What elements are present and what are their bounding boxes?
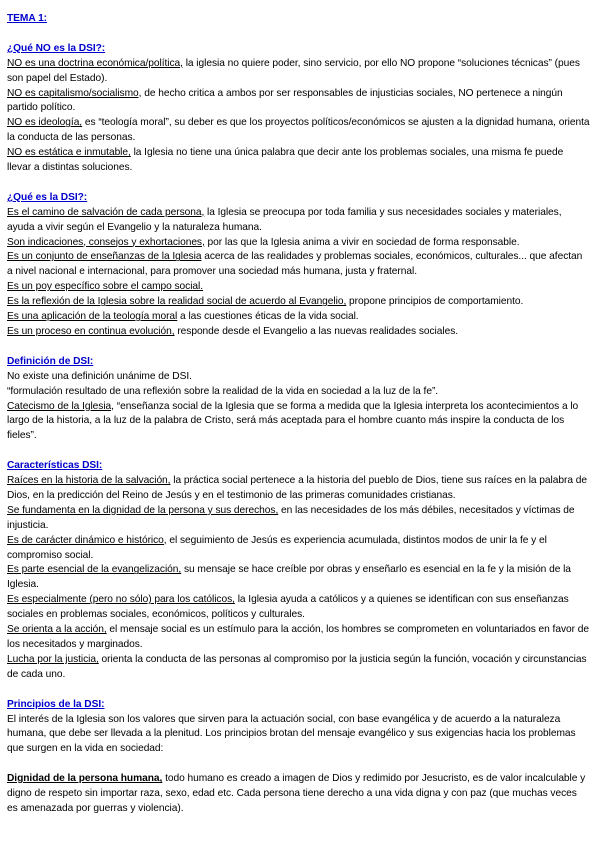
underlined-lead: Se fundamenta en la dignidad de la persona y sus derechos, xyxy=(7,504,279,516)
paragraph xyxy=(7,250,590,280)
underlined-lead: Es un proceso en continua evolución, xyxy=(7,326,175,337)
underlined-lead: Se orienta a la acción, xyxy=(7,624,107,636)
section-que-no-es xyxy=(7,42,590,176)
section-que-es xyxy=(7,191,590,340)
underlined-lead: Dignidad de la persona humana, xyxy=(7,773,163,785)
paragraph-text: la iglesia no quiere poder, sino servicio, por ello NO propone “soluciones técnicas” (pues son papel del Estado). xyxy=(7,57,580,84)
paragraph: El interés de la Iglesia son los valores que sirven para la actuación social, con base evangélica y de acuerdo a la naturaleza humana, que debe ser llevada a la plenitud. Los principios brotan del mensaje evangélico y sus exigencias hacia los problemas que surgen en la vida en sociedad: xyxy=(7,713,576,755)
page-title: TEMA 1: xyxy=(7,13,48,24)
underlined-lead: Raíces en la historia de la salvación, xyxy=(7,475,171,487)
underlined-lead: NO es capitalismo/socialismo, xyxy=(7,87,142,99)
section-definicion xyxy=(7,355,590,444)
paragraph-text: de hecho critica a ambos por ser responsables de injusticias sociales, NO pertenece a ningún partido político. xyxy=(7,87,563,114)
paragraph xyxy=(7,563,590,593)
spacer xyxy=(7,757,590,772)
paragraph xyxy=(7,280,590,295)
underlined-lead: Es de carácter dinámico e histórico, xyxy=(7,534,167,546)
paragraph-text: el seguimiento de Jesús es experiencia acumulada, distintos modos de unir la fe y el compromiso social. xyxy=(7,534,547,561)
paragraph-text: en las necesidades de los más débiles, necesitados y víctimas de injusticia. xyxy=(7,504,575,531)
paragraph-text: la Iglesia se preocupa por toda familia y sus necesidades sociales y materiales, ayuda a vivir según el Evangelio y la naturaleza humana. xyxy=(7,206,562,233)
underlined-lead: Lucha por la justicia, xyxy=(7,653,99,665)
paragraph-text: acerca de las realidades y problemas sociales, económicos, culturales... que afectan a nivel nacional e internacional, para promover una sociedad más humana, justa y fraternal. xyxy=(7,251,583,278)
paragraph xyxy=(7,116,590,146)
paragraph xyxy=(7,236,590,251)
underlined-lead: Es la reflexión de la Iglesia sobre la realidad social de acuerdo al Evangelio, xyxy=(7,296,347,308)
paragraph-text: la Iglesia no tiene una única palabra que decir ante los problemas sociales, una misma fe puede llevar a distintas soluciones. xyxy=(7,147,564,174)
section-heading-caracteristicas: Características DSI: xyxy=(7,460,103,472)
section-heading-que-no-es: ¿Qué NO es la DSI?: xyxy=(7,42,106,54)
paragraph-text: su mensaje se hace creíble por obras y enseñarlo es esencial en la fe y la misión de la Iglesia. xyxy=(7,564,571,591)
paragraph xyxy=(7,310,590,325)
paragraph xyxy=(7,653,590,683)
paragraph-text: “enseñanza social de la Iglesia que se forma a medida que la Iglesia interpreta los acontecimientos a lo largo de la historia, a la luz de la palabra de Cristo, será más aceptada para el hombre cuanto más inspire la conducta de los fieles”. xyxy=(7,400,579,442)
paragraph: “formulación resultado de una reflexión sobre la realidad de la vida en sociedad a la luz de la fe”. xyxy=(7,385,439,397)
underlined-lead: Es especialmente (pero no sólo) para los católicos, xyxy=(7,594,235,606)
paragraph-text: la Iglesia ayuda a católicos y a quienes se identifican con sus enseñanzas sociales en problemas sociales, económicos, políticos y culturales. xyxy=(7,594,569,621)
section-heading-principios: Principios de la DSI: xyxy=(7,698,105,710)
paragraph-text: todo humano es creado a imagen de Dios y redimido por Jesucristo, es de valor incalculable y digno de respeto sin importar raza, sexo, edad etc. Cada persona tiene derecho a una vida digna y con paz (que muchas veces es amenazada por guerras y violencia). xyxy=(7,773,586,814)
paragraph xyxy=(7,772,590,817)
paragraph: No existe una definición unánime de DSI. xyxy=(7,370,192,382)
underlined-lead: NO es ideología, xyxy=(7,117,83,129)
section-heading-que-es: ¿Qué es la DSI?: xyxy=(7,191,88,203)
paragraph-text: es “teología moral”, su deber es que los proyectos políticos/económicos se ajusten a la dignidad humana, orienta la conducta de las personas. xyxy=(7,117,590,144)
paragraph-text: responde desde el Evangelio a las nuevas realidades sociales. xyxy=(174,326,459,337)
underlined-lead: NO es una doctrina económica/política, xyxy=(7,57,183,69)
paragraph xyxy=(7,295,590,310)
paragraph xyxy=(7,534,590,564)
section-principios xyxy=(7,698,590,817)
paragraph xyxy=(7,400,590,445)
paragraph xyxy=(7,325,590,340)
paragraph-text: el mensaje social es un estímulo para la acción, los hombres se comprometen en voluntariados en favor de los necesitados y marginados. xyxy=(7,624,589,650)
underlined-lead: Es un poy específico sobre el campo social. xyxy=(7,281,204,293)
paragraph-text: a las cuestiones éticas de la vida social. xyxy=(177,311,359,323)
section-heading-definicion: Definición de DSI: xyxy=(7,355,94,367)
underlined-lead: Son indicaciones, consejos y exhortaciones, xyxy=(7,236,205,248)
paragraph xyxy=(7,87,590,117)
paragraph xyxy=(7,593,590,623)
paragraph xyxy=(7,146,590,176)
underlined-lead: NO es estática e inmutable, xyxy=(7,147,131,159)
paragraph xyxy=(7,474,590,504)
paragraph xyxy=(7,57,590,87)
section-caracteristicas xyxy=(7,459,590,683)
paragraph xyxy=(7,206,590,236)
paragraph-text: propone principios de comportamiento. xyxy=(346,296,524,308)
paragraph-text: orienta la conducta de las personas al compromiso por la justicia según la función, vocación y circunstancias de cada uno. xyxy=(7,653,587,680)
underlined-lead: Es una aplicación de la teología moral xyxy=(7,311,178,323)
paragraph-text: la práctica social pertenece a la historia del pueblo de Dios, tiene sus raíces en la palabra de Dios, en la predicción del Reino de Jesús y en el testimonio de las primeras comunidades cristianas. xyxy=(7,475,587,501)
underlined-lead: Es parte esencial de la evangelización, xyxy=(7,564,182,576)
underlined-lead: Catecismo de la Iglesia, xyxy=(7,400,114,412)
paragraph xyxy=(7,504,590,534)
paragraph-text: por las que la Iglesia anima a vivir en sociedad de forma responsable. xyxy=(204,236,520,248)
underlined-lead: Es un conjunto de enseñanzas de la Iglesia xyxy=(7,251,202,263)
paragraph xyxy=(7,623,590,653)
underlined-lead: Es el camino de salvación de cada persona, xyxy=(7,206,205,218)
